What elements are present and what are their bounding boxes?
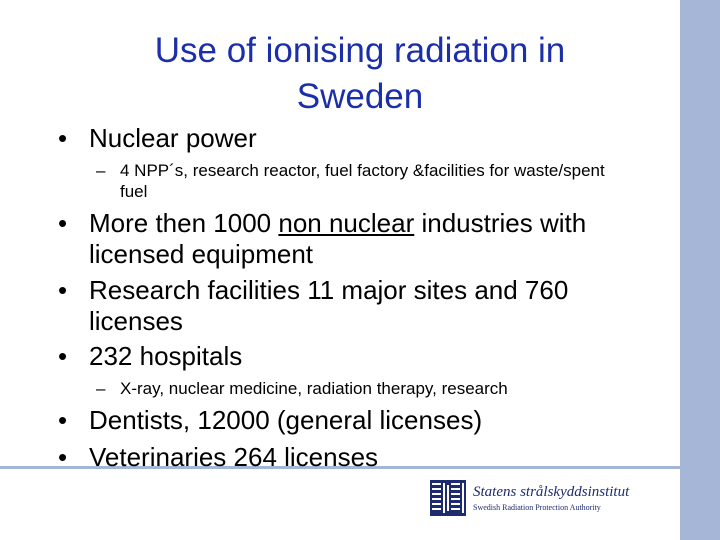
logo-name: Statens strålskyddsinstitut — [473, 484, 630, 500]
bullet-text: Research facilities 11 major sites and 760 licenses — [89, 275, 569, 336]
bullet-industries — [58, 208, 658, 270]
sub-bullet-text: 4 NPP´s, research reactor, fuel factory &facilities for waste/spent fuel — [120, 161, 605, 201]
bullet-veterinaries — [58, 442, 658, 473]
bullet-text: Dentists, 12000 (general licenses) — [89, 405, 483, 435]
bullet-icon: • — [58, 405, 68, 435]
bullet-dentists — [58, 405, 658, 436]
bullet-text: Veterinaries 264 licenses — [89, 442, 379, 472]
bullet-text — [89, 208, 658, 270]
bullet-icon: • — [58, 208, 68, 238]
logo-subtitle: Swedish Radiation Protection Authority — [473, 503, 601, 512]
bullet-text-post: industries with licensed equipment — [89, 208, 587, 269]
ssi-logo — [430, 480, 630, 520]
side-accent-bar — [680, 0, 720, 540]
slide-title-line-1: Use of ionising radiation in — [154, 31, 566, 70]
bullet-text: 232 hospitals — [89, 341, 243, 371]
bullet-text: Nuclear power — [89, 123, 257, 153]
bullet-icon: • — [58, 442, 68, 472]
ssi-logo-icon — [430, 480, 466, 516]
underlined-text: non nuclear — [278, 208, 415, 238]
dash-icon: – — [96, 161, 106, 180]
dash-icon: – — [96, 379, 106, 398]
bullet-icon: • — [58, 341, 68, 371]
bullet-hospitals — [58, 341, 658, 372]
sub-bullet-hospital-uses — [96, 378, 616, 399]
bullet-icon: • — [58, 123, 68, 153]
sub-bullet-text: X-ray, nuclear medicine, radiation therapy, research — [120, 379, 508, 398]
bullet-text-pre: More then 1000 — [89, 208, 279, 238]
slide-title-line-2: Sweden — [296, 77, 424, 116]
bullet-icon: • — [58, 275, 68, 305]
sub-bullet-npp — [96, 160, 616, 202]
bullet-nuclear-power — [58, 123, 658, 154]
bullet-research-facilities — [58, 275, 658, 337]
